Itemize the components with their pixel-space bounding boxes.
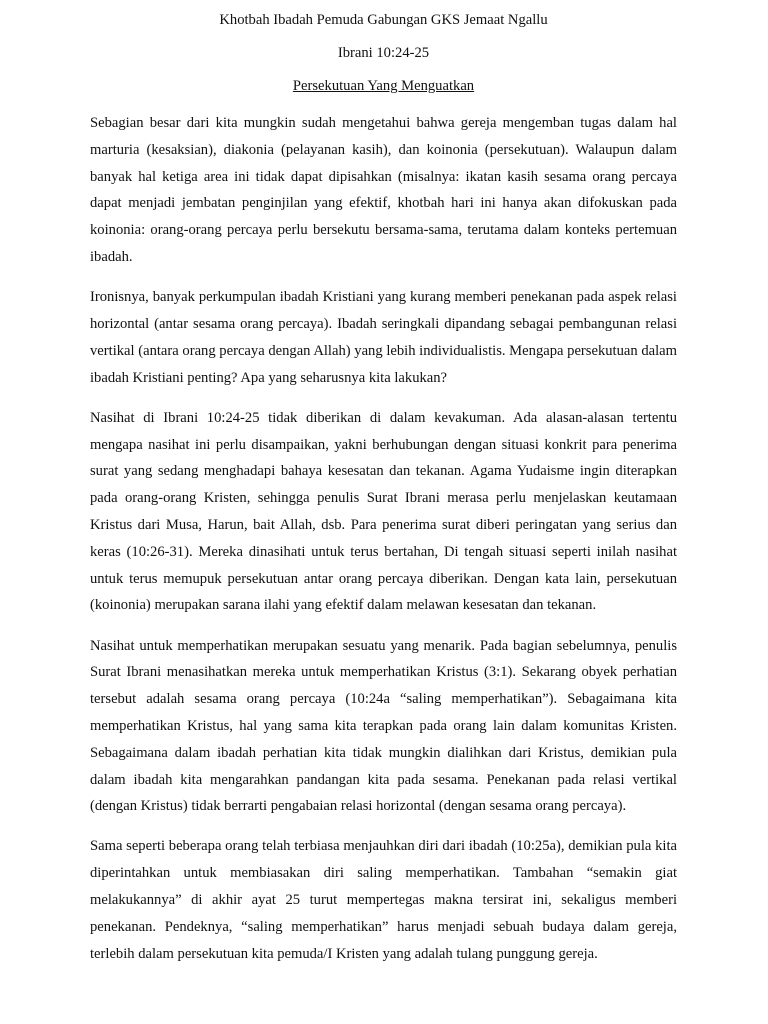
paragraph-2: Ironisnya, banyak perkumpulan ibadah Kristiani yang kurang memberi penekanan pada aspek relasi horizontal (antar sesama orang percaya). Ibadah seringkali dipandang sebagai pembangunan relasi vertikal (antara orang percaya dengan Allah) yang lebih individualistis. Mengapa persekutuan dalam ibadah Kristiani penting? Apa yang seharusnya kita lakukan? (90, 289, 677, 386)
document-page (90, 9, 677, 981)
paragraph-4: Nasihat untuk memperhatikan merupakan sesuatu yang menarik. Pada bagian sebelumnya, penulis Surat Ibrani menasihatkan mereka untuk memperhatikan Kristus (3:1). Sekarang obyek perhatian tersebut adalah sesama orang percaya (10:24a “saling memperhatikan”). Sebagaimana kita memperhatikan Kristus, hal yang sama kita terapkan pada orang lain dalam komunitas Kristen. Sebagaimana dalam ibadah perhatian kita tidak mungkin dialihkan dari Kristus, demikian pula dalam ibadah kita mengarahkan pandangan kita pada sesama. Penekanan pada relasi vertikal (dengan Kristus) tidak berrarti pengabaian relasi horizontal (dengan sesama orang percaya). (90, 637, 677, 815)
paragraph-3: Nasihat di Ibrani 10:24-25 tidak diberikan di dalam kevakuman. Ada alasan-alasan tertentu mengapa nasihat ini perlu disampaikan, yakni berhubungan dengan situasi konkrit para penerima surat yang sedang menghadapi bahaya kesesatan dan tekanan. Agama Yudaisme ingin diterapkan pada orang-orang Kristen, sehingga penulis Surat Ibrani merasa perlu menjelaskan keutamaan Kristus dari Musa, Harun, bait Allah, dsb. Para penerima surat diberi peringatan yang serius dan keras (10:26-31). Mereka dinasihati untuk terus bertahan, Di tengah situasi seperti inilah nasihat untuk terus memupuk persekutuan antar orang percaya diberikan. Dengan kata lain, persekutuan (koinonia) merupakan sarana ilahi yang efektif dalam melawan kesesatan dan tekanan. (90, 409, 677, 614)
scripture-reference: Ibrani 10:24-25 (337, 45, 430, 61)
paragraph-1: Sebagian besar dari kita mungkin sudah mengetahui bahwa gereja mengemban tugas dalam hal marturia (kesaksian), diakonia (pelayanan kasih), dan koinonia (persekutuan). Walaupun dalam banyak hal ketiga area ini tidak dapat dipisahkan (misalnya: ikatan kasih sesama orang percaya dapat menjadi jembatan penginjilan yang efektif, khotbah hari ini hanya akan difokuskan pada koinonia: orang-orang percaya perlu bersekutu bersama-sama, terutama dalam konteks pertemuan ibadah. (90, 115, 677, 265)
sermon-title: Persekutuan Yang Menguatkan (292, 78, 475, 94)
paragraph-5: Sama seperti beberapa orang telah terbiasa menjauhkan diri dari ibadah (10:25a), demikian pula kita diperintahkan untuk membiasakan diri saling memperhatikan. Tambahan “semakin giat melakukannya” di akhir ayat 25 turut mempertegas makna tersirat ini, sekaligus memberi penekanan. Pendeknya, “saling memperhatikan” harus menjadi sebuah budaya dalam gereja, terlebih dalam persekutuan kita pemuda/I Kristen yang adalah tulang punggung gereja. (90, 838, 677, 962)
sermon-header: Khotbah Ibadah Pemuda Gabungan GKS Jemaat Ngallu (219, 12, 548, 28)
